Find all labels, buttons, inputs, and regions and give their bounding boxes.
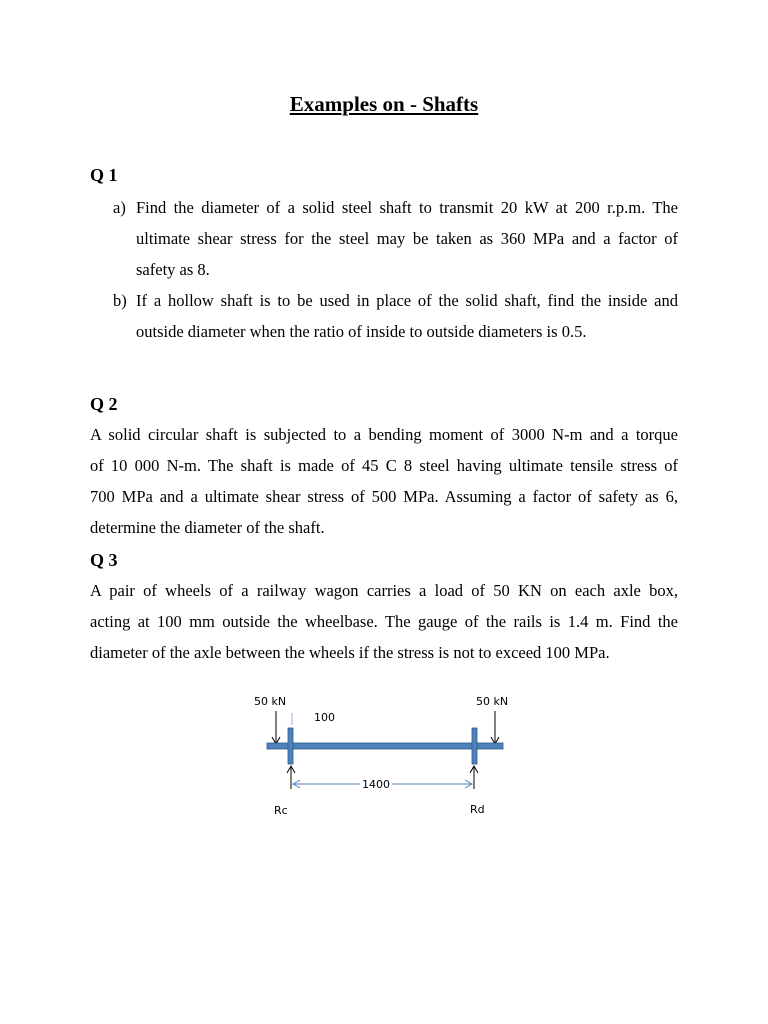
axle-shaft bbox=[267, 743, 503, 749]
q1-a-line-3: safety as 8. bbox=[136, 260, 210, 279]
load-right-label: 50 kN bbox=[476, 695, 509, 708]
overhang-label: 100 bbox=[314, 711, 335, 724]
page-title: Examples on - Shafts bbox=[289, 92, 479, 116]
reaction-left-label: Rc bbox=[274, 804, 288, 817]
q2-line-1: A solid circular shaft is subjected to a bending moment of 3000 N-m and a torque bbox=[90, 425, 678, 444]
q1-a-line-1: Find the diameter of a solid steel shaft to transmit 20 kW at 200 r.p.m. The bbox=[136, 198, 678, 217]
q1-heading: Q 1 bbox=[90, 165, 118, 185]
reaction-right-label: Rd bbox=[470, 803, 485, 816]
wheel-left bbox=[288, 728, 293, 764]
q3-line-2: acting at 100 mm outside the wheelbase. The gauge of the rails is 1.4 m. Find the bbox=[90, 612, 678, 631]
q1-b-marker: b) bbox=[113, 291, 127, 310]
span-label: 1400 bbox=[362, 778, 390, 791]
q1-a-line-2: ultimate shear stress for the steel may be taken as 360 MPa and a factor of bbox=[136, 229, 678, 248]
q3-line-1: A pair of wheels of a railway wagon carries a load of 50 KN on each axle box, bbox=[90, 581, 678, 600]
q2-heading: Q 2 bbox=[90, 394, 118, 414]
q1-b-line-2: outside diameter when the ratio of inside to outside diameters is 0.5. bbox=[136, 322, 587, 341]
q2-line-3: 700 MPa and a ultimate shear stress of 500 MPa. Assuming a factor of safety as 6, bbox=[90, 487, 678, 506]
q3-heading: Q 3 bbox=[90, 550, 118, 570]
q1-a-marker: a) bbox=[113, 198, 126, 217]
q3-line-3: diameter of the axle between the wheels if the stress is not to exceed 100 MPa. bbox=[90, 643, 610, 662]
q2-line-4: determine the diameter of the shaft. bbox=[90, 518, 325, 537]
q2-line-2: of 10 000 N-m. The shaft is made of 45 C 8 steel having ultimate tensile stress of bbox=[90, 456, 678, 475]
load-left-label: 50 kN bbox=[254, 695, 287, 708]
wheel-right bbox=[472, 728, 477, 764]
q1-b-line-1: If a hollow shaft is to be used in place of the solid shaft, find the inside and bbox=[136, 291, 678, 310]
axle-diagram bbox=[240, 685, 530, 825]
